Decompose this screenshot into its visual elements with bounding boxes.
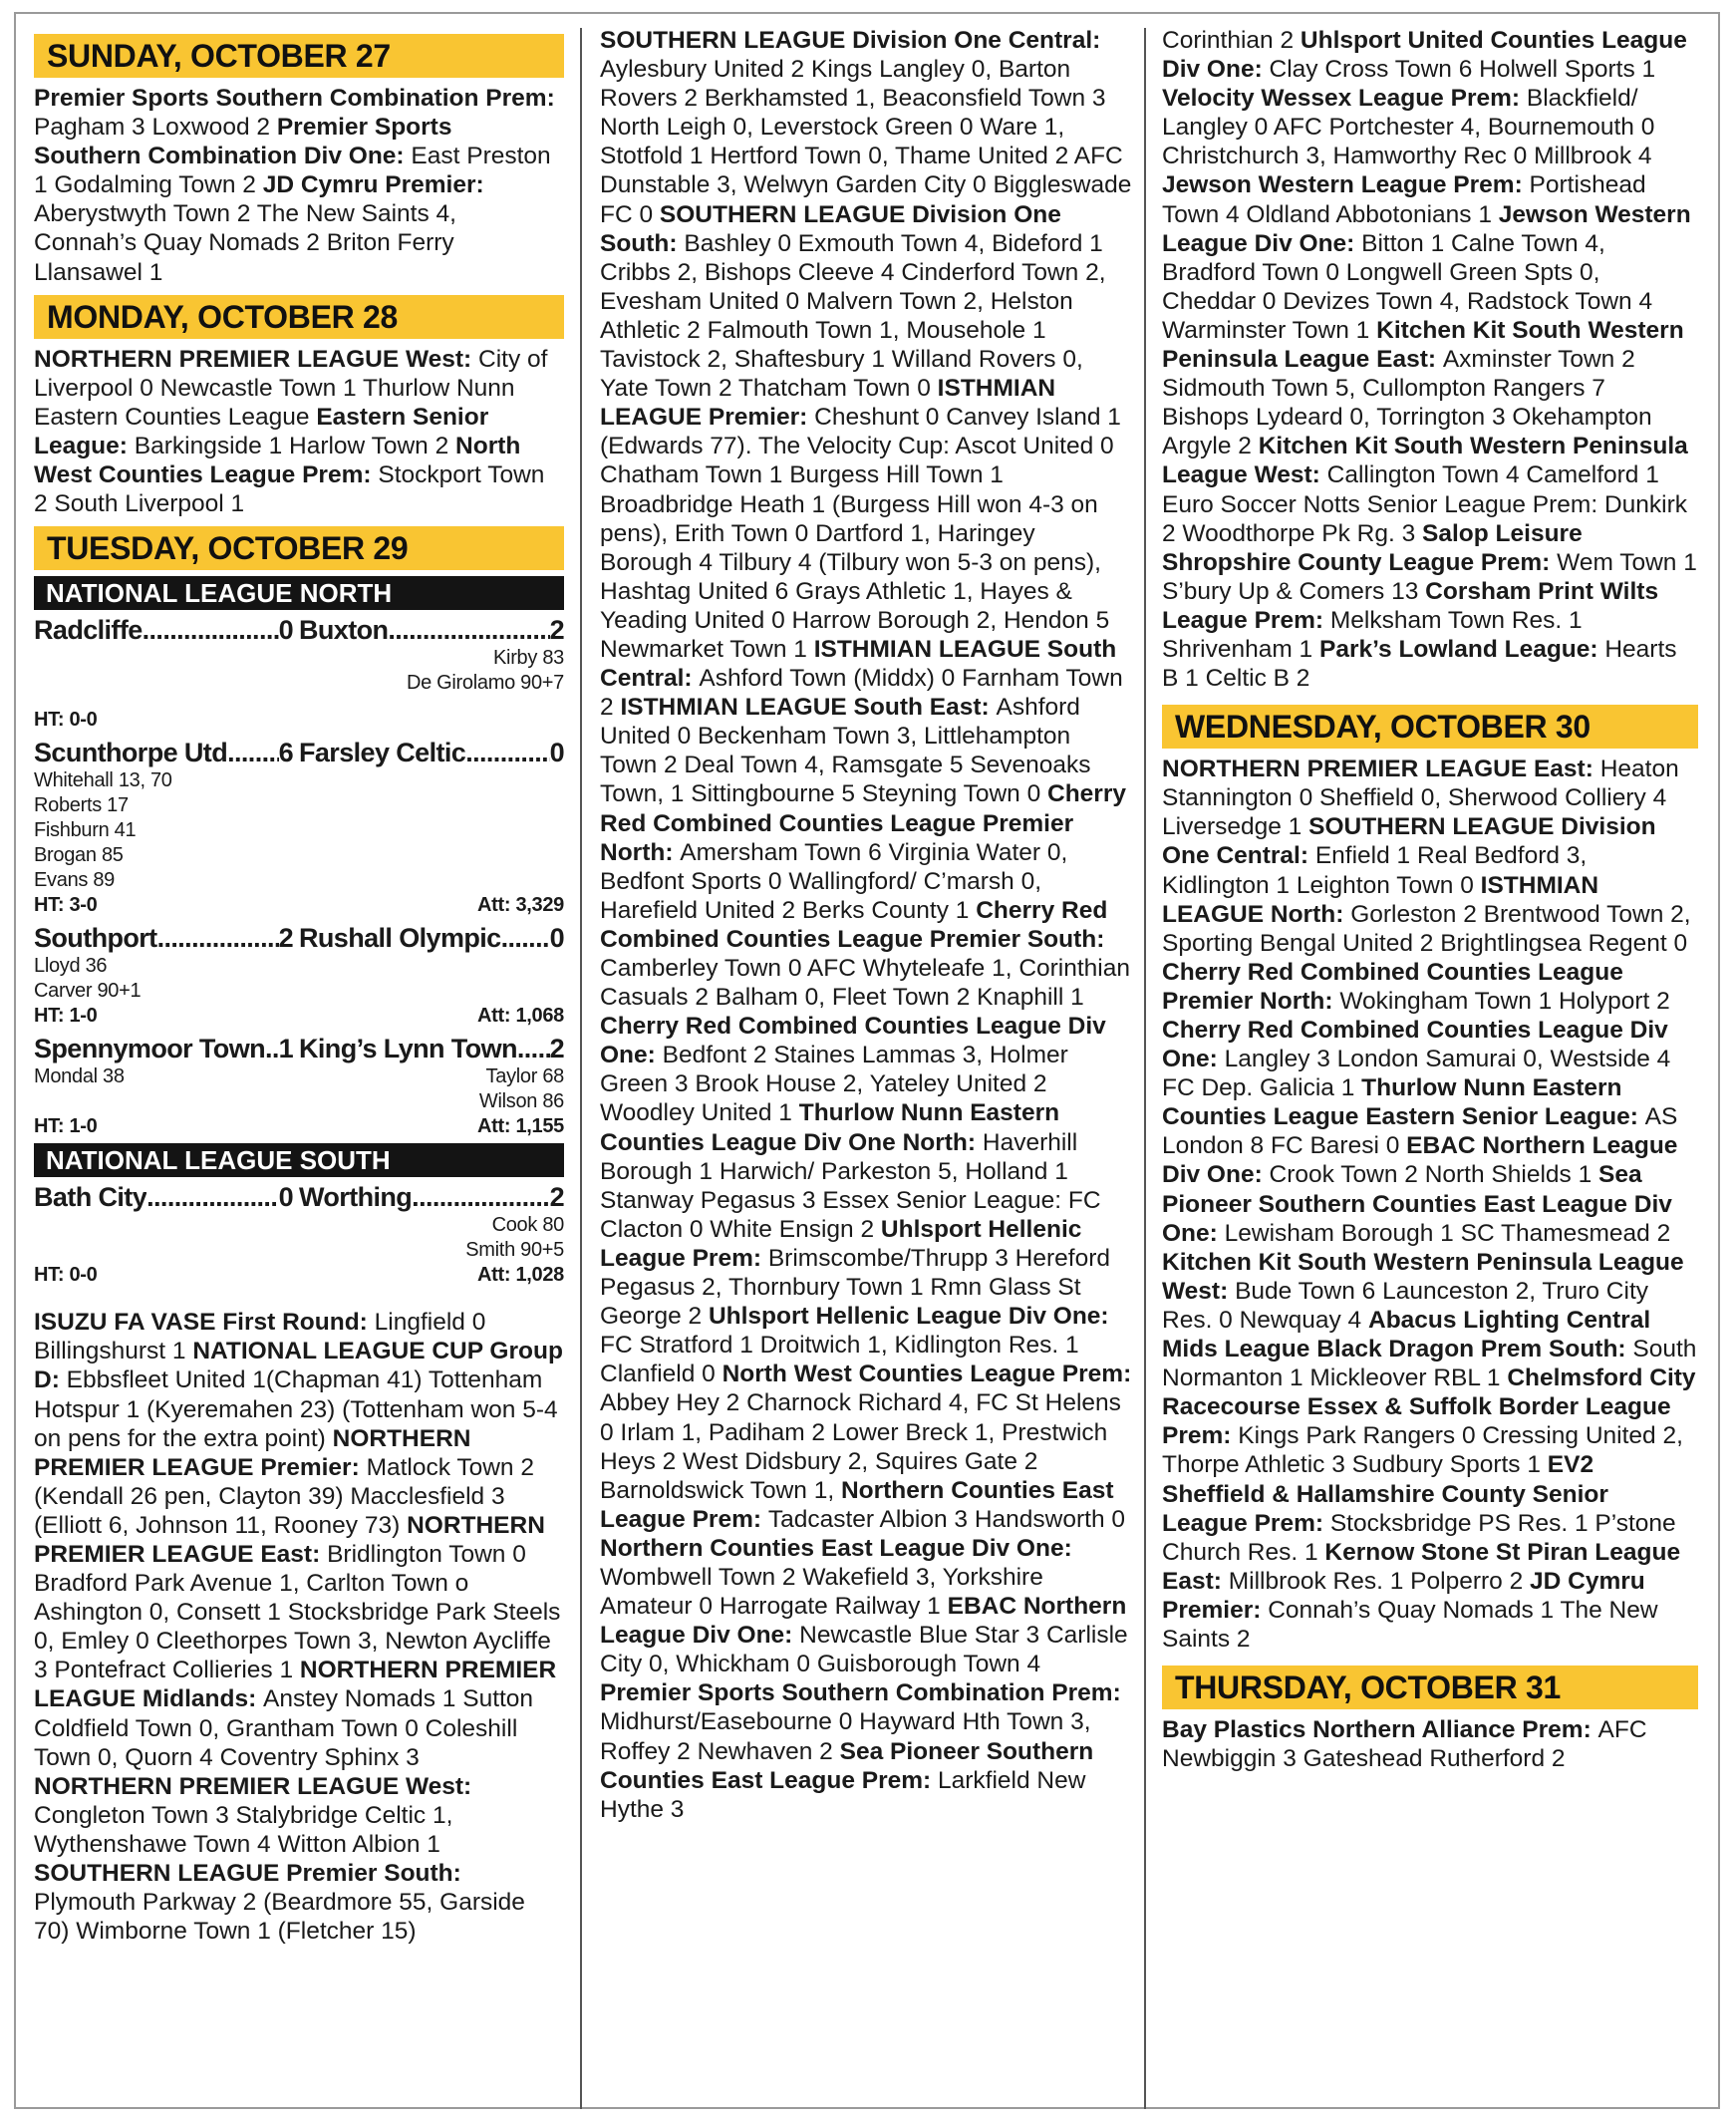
competition-name: NATIONAL LEAGUE CUP Group D:: [34, 1338, 563, 1394]
competition-name: ISTHMIAN LEAGUE South East:: [620, 694, 997, 722]
results-paragraph: [34, 1308, 564, 1946]
dot-leader: [412, 1181, 549, 1213]
day-heading: SUNDAY, OCTOBER 27: [34, 34, 564, 78]
half-time-score: HT: 0-0: [34, 709, 98, 732]
home-team: Southport: [34, 923, 157, 954]
away-scorers: [299, 1064, 564, 1114]
away-side: [299, 1033, 564, 1064]
result-text: Stocksbridge PS Res. 1 P’stone Church Res. 1: [1162, 1509, 1676, 1566]
day-heading: WEDNESDAY, OCTOBER 30: [1162, 705, 1698, 749]
dot-leader: [227, 737, 278, 768]
competition-name: Cherry Red Combined Counties League Premier South:: [600, 896, 1108, 953]
scorers: [34, 954, 564, 1004]
away-team: King’s Lynn Town: [299, 1034, 517, 1064]
result-text: Kings Park Rangers 0 Cressing United 2, Thorpe Athletic 3 Sudbury Sports 1: [1162, 1422, 1683, 1479]
competition-name: JD Cymru Premier:: [262, 171, 484, 199]
result-text: Barkingside 1 Harlow Town 2: [134, 432, 456, 459]
scorers: [34, 646, 564, 696]
away-side: [299, 737, 564, 768]
away-scorers: [299, 1213, 564, 1263]
result-text: Lewisham Borough 1 SC Thamesmead 2: [1224, 1219, 1671, 1247]
scorer: De Girolamo 90+7: [406, 672, 564, 695]
result-text: Wokingham Town 1 Holyport 2: [1339, 987, 1670, 1015]
results-column-2: [600, 26, 1132, 1824]
result-text: Bridlington Town 0 Bradford Park Avenue 1, Carlton Town o Ashington 0, Consett 1 Stocksbridge Park Steels 0, Emley 0 Cleethorpes Town 3, Newton Aycliffe 3 Pontefract Collieries 1: [34, 1540, 561, 1684]
result-text: Plymouth Parkway 2 (Beardmore 55, Garside 70) Wimborne Town 1 (Fletcher 15): [34, 1889, 525, 1946]
dot-leader: [143, 614, 279, 646]
result-text: Portishead Town 4 Oldland Abbotonians 1: [1162, 171, 1646, 228]
home-scorers: [34, 768, 299, 893]
competition-name: Thurlow Nunn Eastern Counties League Eastern Senior League:: [1162, 1074, 1645, 1131]
dot-leader: [465, 737, 549, 768]
home-scorers: [34, 954, 299, 1004]
result-text: Stockport Town 2 South Liverpool 1: [34, 461, 545, 518]
result-text: City of Liverpool 0 Newcastle Town 1 Thurlow Nunn Eastern Counties League: [34, 345, 548, 431]
home-side: [34, 922, 299, 954]
scorers: [34, 768, 564, 893]
competition-name: North West Counties League Prem:: [722, 1361, 1132, 1388]
home-team: Spennymoor Town: [34, 1034, 265, 1064]
scorer: Lloyd 36: [34, 955, 108, 978]
result-text: Haverhill Borough 1 Harwich/ Parkeston 5, Holland 1 Stanway Pegasus 3 Essex Senior League: FC Clacton 0 White Ensign 2: [600, 1128, 1101, 1243]
result-text: Gorleston 2 Brentwood Town 2, Sporting Bengal United 2 Brightlingsea Regent 0: [1162, 900, 1691, 957]
away-score: 0: [549, 923, 564, 954]
result-text: Heaton Stannington 0 Sheffield 0, Sherwood Colliery 4 Liversedge 1: [1162, 756, 1679, 841]
away-score: 2: [549, 1182, 564, 1213]
attendance: Att: 1,155: [476, 1115, 564, 1138]
column-divider: [1144, 28, 1146, 2109]
competition-name: NORTHERN PREMIER LEAGUE West:: [34, 1772, 472, 1800]
result-text: Ebbsfleet United 1(Chapman 41) Tottenham Hotspur 1 (Kyeremahen 23) (Tottenham won 5-4 on pens for the extra point): [34, 1366, 558, 1452]
competition-name: Cherry Red Combined Counties League Premier North:: [1162, 958, 1623, 1015]
result-text: Tadcaster Albion 3 Handsworth 0: [767, 1505, 1126, 1533]
away-team: Worthing: [299, 1182, 413, 1213]
half-time-line: [34, 893, 564, 918]
away-score: 0: [549, 738, 564, 768]
scorer: Mondal 38: [34, 1065, 125, 1088]
gap: [34, 696, 564, 708]
dot-leader: [517, 1033, 550, 1064]
scorer: Carver 90+1: [34, 980, 142, 1003]
dot-leader: [157, 922, 279, 954]
home-score: 2: [278, 923, 293, 954]
scorer: Cook 80: [491, 1214, 564, 1237]
dot-leader: [146, 1181, 278, 1213]
result-text: Corinthian 2: [1162, 27, 1301, 54]
competition-name: ISTHMIAN LEAGUE South Central:: [600, 635, 1117, 693]
away-score: 2: [549, 1034, 564, 1064]
away-team: Rushall Olympic: [299, 923, 501, 954]
scorer: Taylor 68: [485, 1065, 564, 1088]
competition-name: JD Cymru Premier:: [1162, 1567, 1645, 1624]
competition-name: Uhlsport Hellenic League Prem:: [600, 1215, 1082, 1272]
home-team: Radcliffe: [34, 615, 143, 646]
result-text: Larkfield New Hythe 3: [600, 1766, 1086, 1823]
home-score: 0: [278, 615, 293, 646]
competition-name: Thurlow Nunn Eastern Counties League Div One North:: [600, 1099, 1060, 1156]
competition-name: NORTHERN PREMIER LEAGUE West:: [34, 345, 479, 373]
competition-name: Uhlsport Hellenic League Div One:: [708, 1303, 1109, 1331]
competition-name: Northern Counties East League Prem:: [600, 1476, 1114, 1533]
result-text: Callington Town 4 Camelford 1 Euro Soccer Notts Senior League Prem: Dunkirk 2 Woodthorpe Pk Rg. 3: [1162, 461, 1687, 547]
result-text: Millbrook Res. 1 Polperro 2: [1228, 1567, 1531, 1595]
half-time-line: [34, 708, 564, 733]
competition-name: Jewson Western League Div One:: [1162, 200, 1691, 257]
away-side: [299, 1181, 564, 1213]
competition-name: ISTHMIAN LEAGUE Premier:: [600, 375, 1056, 432]
competition-name: Cherry Red Combined Counties League Div One:: [1162, 1017, 1668, 1073]
competition-name: ISTHMIAN LEAGUE North:: [1162, 871, 1599, 928]
results-paragraph: [1162, 26, 1698, 693]
home-scorers: [34, 1213, 299, 1263]
league-heading: NATIONAL LEAGUE SOUTH: [34, 1143, 564, 1177]
away-scorers: [299, 768, 564, 893]
results-paragraph: [600, 26, 1132, 1824]
spacer: [34, 1292, 564, 1308]
result-text: Wombwell Town 2 Wakefield 3, Yorkshire Amateur 0 Harrogate Railway 1: [600, 1563, 1043, 1621]
competition-name: SOUTHERN LEAGUE Division One South:: [600, 200, 1061, 257]
attendance: Att: 1,068: [476, 1005, 564, 1028]
competition-name: EBAC Northern League Div One:: [600, 1593, 1127, 1650]
day-heading: THURSDAY, OCTOBER 31: [1162, 1666, 1698, 1709]
competition-name: Bay Plastics Northern Alliance Prem:: [1162, 1716, 1598, 1744]
results-paragraph: [34, 84, 564, 287]
away-side: [299, 614, 564, 646]
match-report: [34, 922, 564, 1029]
result-text: Cheshunt 0 Canvey Island 1 (Edwards 77). The Velocity Cup: Ascot United 0 Chatham Town 1 Burgess Hill Town 1 Broadbridge Heath 1 (Burgess Hill won 4-3 on pens), Erith Town 0 Dartford 1, Haringey Borough 4 Tilbury 4 (Tilbury won 5-3 on pens), Hashtag United 6 Grays Athletic 1, Hayes & Yeading United 0 Harrow Borough 2, Hendon 5 Newmarket Town 1: [600, 404, 1121, 663]
away-score: 2: [549, 615, 564, 646]
away-team: Buxton: [299, 615, 389, 646]
competition-name: Kitchen Kit South Western Peninsula League West:: [1162, 1248, 1684, 1305]
home-side: [34, 614, 299, 646]
result-text: Ashford Town (Middx) 0 Farnham Town 2: [600, 665, 1123, 722]
result-text: Bitton 1 Calne Town 4, Bradford Town 0 Longwell Green Spts 0, Cheddar 0 Devizes Town 4, Radstock Town 4 Warminster Town 1: [1162, 229, 1653, 344]
half-time-line: [34, 1263, 564, 1288]
match-report: [34, 737, 564, 918]
away-scorers: [299, 646, 564, 696]
home-scorers: [34, 1064, 299, 1114]
result-text: Ashford United 0 Beckenham Town 3, Littlehampton Town 2 Deal Town 4, Ramsgate 5 Sevenoaks Town, 1 Sittingbourne 5 Steyning Town 0: [600, 694, 1091, 808]
competition-name: Kitchen Kit South Western Peninsula League West:: [1162, 433, 1688, 489]
scorer: Evans 89: [34, 869, 115, 892]
competition-name: Premier Sports Southern Combination Div One:: [34, 114, 452, 170]
competition-name: Jewson Western League Prem:: [1162, 171, 1530, 199]
home-scorers: [34, 646, 299, 696]
half-time-line: [34, 1004, 564, 1029]
competition-name: ISUZU FA VASE First Round:: [34, 1309, 375, 1337]
home-side: [34, 1033, 299, 1064]
scorer: Wilson 86: [478, 1090, 564, 1113]
results-paragraph: [1162, 755, 1698, 1654]
competition-name: NORTHERN PREMIER LEAGUE Premier:: [34, 1424, 471, 1481]
away-team: Farsley Celtic: [299, 738, 466, 768]
competition-name: Abacus Lighting Central Mids League Black Dragon Prem South:: [1162, 1306, 1651, 1364]
result-text: Aberystwyth Town 2 The New Saints 4, Connah’s Quay Nomads 2 Briton Ferry Llansawel 1: [34, 200, 456, 286]
result-text: Clay Cross Town 6 Holwell Sports 1: [1269, 56, 1656, 84]
competition-name: Corsham Print Wilts League Prem:: [1162, 577, 1659, 634]
results-paragraph: [1162, 1715, 1698, 1773]
half-time-score: HT: 0-0: [34, 1264, 98, 1287]
result-text: Congleton Town 3 Stalybridge Celtic 1, Wythenshawe Town 4 Witton Albion 1: [34, 1801, 453, 1858]
result-text: Newcastle Blue Star 3 Carlisle City 0, Whickham 0 Guisborough Town 4: [600, 1622, 1128, 1678]
match-score-line: [34, 737, 564, 768]
result-text: FC Stratford 1 Droitwich 1, Kidlington Res. 1 Clanfield 0: [600, 1332, 1079, 1388]
result-text: Abbey Hey 2 Charnock Richard 4, FC St Helens 0 Irlam 1, Padiham 2 Lower Breck 1, Prestwich Heys 2 West Didsbury 2, Squires Gate 2 Barnoldswick Town 1,: [600, 1389, 1121, 1504]
half-time-score: HT: 1-0: [34, 1005, 98, 1028]
result-text: South Normanton 1 Mickleover RBL 1: [1162, 1336, 1697, 1392]
competition-name: Uhlsport United Counties League Div One:: [1162, 27, 1687, 84]
result-text: Amersham Town 6 Virginia Water 0, Bedfont Sports 0 Wallingford/ C’marsh 0, Harefield United 2 Berks County 1: [600, 838, 1068, 924]
results-column-3: [1162, 26, 1698, 1773]
home-side: [34, 1181, 299, 1213]
home-side: [34, 737, 299, 768]
competition-name: SOUTHERN LEAGUE Premier South:: [34, 1860, 461, 1887]
match-report: [34, 1033, 564, 1139]
home-team: Bath City: [34, 1182, 147, 1213]
result-text: Bedfont 2 Staines Lammas 3, Holmer Green 3 Brook House 2, Yateley United 2 Woodley United 1: [600, 1042, 1068, 1127]
result-text: Connah’s Quay Nomads 1 The New Saints 2: [1162, 1596, 1658, 1653]
day-heading: TUESDAY, OCTOBER 29: [34, 526, 564, 570]
match-score-line: [34, 922, 564, 954]
result-text: Anstey Nomads 1 Sutton Coldfield Town 0, Grantham Town 0 Coleshill Town 0, Quorn 4 Coventry Sphinx 3: [34, 1685, 534, 1771]
match-score-line: [34, 1181, 564, 1213]
result-text: Lingfield 0 Billingshurst 1: [34, 1309, 486, 1365]
home-score: 1: [278, 1034, 293, 1064]
result-text: Blackfield/ Langley 0 AFC Portchester 4, Bournemouth 0 Christchurch 3, Hamworthy Rec 0 Millbrook 4: [1162, 85, 1655, 170]
away-side: [299, 922, 564, 954]
result-text: Camberley Town 0 AFC Whyteleafe 1, Corinthian Casuals 2 Balham 0, Fleet Town 2 Knaphill 1: [600, 955, 1130, 1012]
match-report: [34, 614, 564, 733]
result-text: Aylesbury United 2 Kings Langley 0, Barton Rovers 2 Berkhamsted 1, Beaconsfield Town 3 North Leigh 0, Leverstock Green 0 Ware 1, Stotfold 1 Hertford Town 0, Thame United 2 AFC Dunstable 3, Welwyn Garden City 0 Biggleswade FC 0: [600, 56, 1132, 228]
result-text: Midhurst/Easebourne 0 Hayward Hth Town 3, Roffey 2 Newhaven 2: [600, 1708, 1091, 1765]
competition-name: NORTHERN PREMIER LEAGUE East:: [34, 1511, 545, 1568]
half-time-score: HT: 3-0: [34, 894, 98, 917]
home-team: Scunthorpe Utd: [34, 738, 228, 768]
result-text: Brimscombe/Thrupp 3 Hereford Pegasus 2, Thornbury Town 1 Rmn Glass St George 2: [600, 1244, 1110, 1331]
scorer: Smith 90+5: [465, 1239, 564, 1262]
result-text: Crook Town 2 North Shields 1: [1269, 1161, 1599, 1189]
scorer: Fishburn 41: [34, 819, 137, 842]
result-text: Axminster Town 2 Sidmouth Town 5, Cullompton Rangers 7 Bishops Lydeard 0, Torrington 3 Okehampton Argyle 2: [1162, 346, 1652, 460]
result-text: Hearts B 1 Celtic B 2: [1162, 635, 1677, 693]
competition-name: NORTHERN PREMIER LEAGUE Midlands:: [34, 1657, 557, 1713]
competition-name: Velocity Wessex League Prem:: [1162, 85, 1527, 113]
match-report: [34, 1181, 564, 1288]
attendance: Att: 3,329: [476, 894, 564, 917]
column-divider: [580, 28, 582, 2109]
home-score: 6: [278, 738, 293, 768]
league-heading: NATIONAL LEAGUE NORTH: [34, 576, 564, 610]
half-time-line: [34, 1114, 564, 1139]
competition-name: Chelmsford City Racecourse Essex & Suffolk Border League Prem:: [1162, 1364, 1696, 1450]
dot-leader: [265, 1033, 279, 1064]
competition-name: Cherry Red Combined Counties League Div One:: [600, 1013, 1106, 1069]
result-text: Langley 3 London Samurai 0, Westside 4 FC Dep. Galicia 1: [1162, 1046, 1671, 1102]
match-score-line: [34, 1033, 564, 1064]
competition-name: EV2 Sheffield & Hallamshire County Senior League Prem:: [1162, 1451, 1608, 1537]
match-score-line: [34, 614, 564, 646]
competition-name: Eastern Senior League:: [34, 403, 489, 459]
dot-leader: [501, 922, 550, 954]
competition-name: Salop Leisure Shropshire County League Prem:: [1162, 519, 1583, 576]
scorer: Whitehall 13, 70: [34, 769, 172, 792]
result-text: Pagham 3 Loxwood 2: [34, 114, 277, 142]
result-text: Matlock Town 2 (Kendall 26 pen, Clayton 39) Macclesfield 3 (Elliott 6, Johnson 11, Rooney 73): [34, 1453, 534, 1539]
competition-name: Northern Counties East League Div One:: [600, 1534, 1072, 1562]
scorers: [34, 1213, 564, 1263]
results-paragraph: [34, 345, 564, 519]
competition-name: SOUTHERN LEAGUE Division One Central:: [600, 27, 1101, 54]
away-scorers: [299, 954, 564, 1004]
result-text: Wem Town 1 S’bury Up & Comers 13: [1162, 548, 1697, 605]
result-text: Bude Town 6 Launceston 2, Truro City Res. 0 Newquay 4: [1162, 1277, 1648, 1334]
result-text: Melksham Town Res. 1 Shrivenham 1: [1162, 606, 1583, 663]
scorer: Brogan 85: [34, 844, 124, 867]
competition-name: Sea Pioneer Southern Counties East League Prem:: [600, 1737, 1094, 1794]
competition-name: Park’s Lowland League:: [1318, 635, 1605, 663]
result-text: Bashley 0 Exmouth Town 4, Bideford 1 Cribbs 2, Bishops Cleeve 4 Cinderford Town 2, Evesham United 0 Malvern Town 2, Helston Athletic 2 Falmouth Town 1, Mousehole 1 Tavistock 2, Shaftesbury 1 Willand Rovers 0, Yate Town 2 Thatcham Town 0: [600, 229, 1106, 403]
competition-name: SOUTHERN LEAGUE Division One Central:: [1162, 813, 1656, 870]
competition-name: Premier Sports Southern Combination Prem:: [34, 85, 555, 112]
competition-name: North West Counties League Prem:: [34, 432, 521, 489]
dot-leader: [388, 614, 549, 646]
scorer: Kirby 83: [493, 647, 564, 670]
competition-name: Kitchen Kit South Western Peninsula League East:: [1162, 316, 1684, 374]
home-score: 0: [278, 1182, 293, 1213]
competition-name: Sea Pioneer Southern Counties East League Div One:: [1162, 1161, 1672, 1247]
competition-name: NORTHERN PREMIER LEAGUE East:: [1162, 756, 1600, 783]
scorers: [34, 1064, 564, 1114]
result-text: AFC Newbiggin 3 Gateshead Rutherford 2: [1162, 1716, 1647, 1773]
result-text: East Preston 1 Godalming Town 2: [34, 143, 551, 199]
competition-name: Cherry Red Combined Counties League Premier North:: [600, 780, 1126, 866]
scorer: Roberts 17: [34, 794, 129, 817]
day-heading: MONDAY, OCTOBER 28: [34, 295, 564, 339]
competition-name: Kernow Stone St Piran League East:: [1162, 1538, 1681, 1595]
attendance: Att: 1,028: [476, 1264, 564, 1287]
half-time-score: HT: 1-0: [34, 1115, 98, 1138]
results-column-1: [34, 26, 564, 1946]
result-text: AS London 8 FC Baresi 0: [1162, 1103, 1678, 1160]
competition-name: EBAC Northern League Div One:: [1162, 1132, 1678, 1189]
result-text: Enfield 1 Real Bedford 3, Kidlington 1 Leighton Town 0: [1162, 842, 1588, 899]
competition-name: Premier Sports Southern Combination Prem:: [600, 1679, 1121, 1707]
